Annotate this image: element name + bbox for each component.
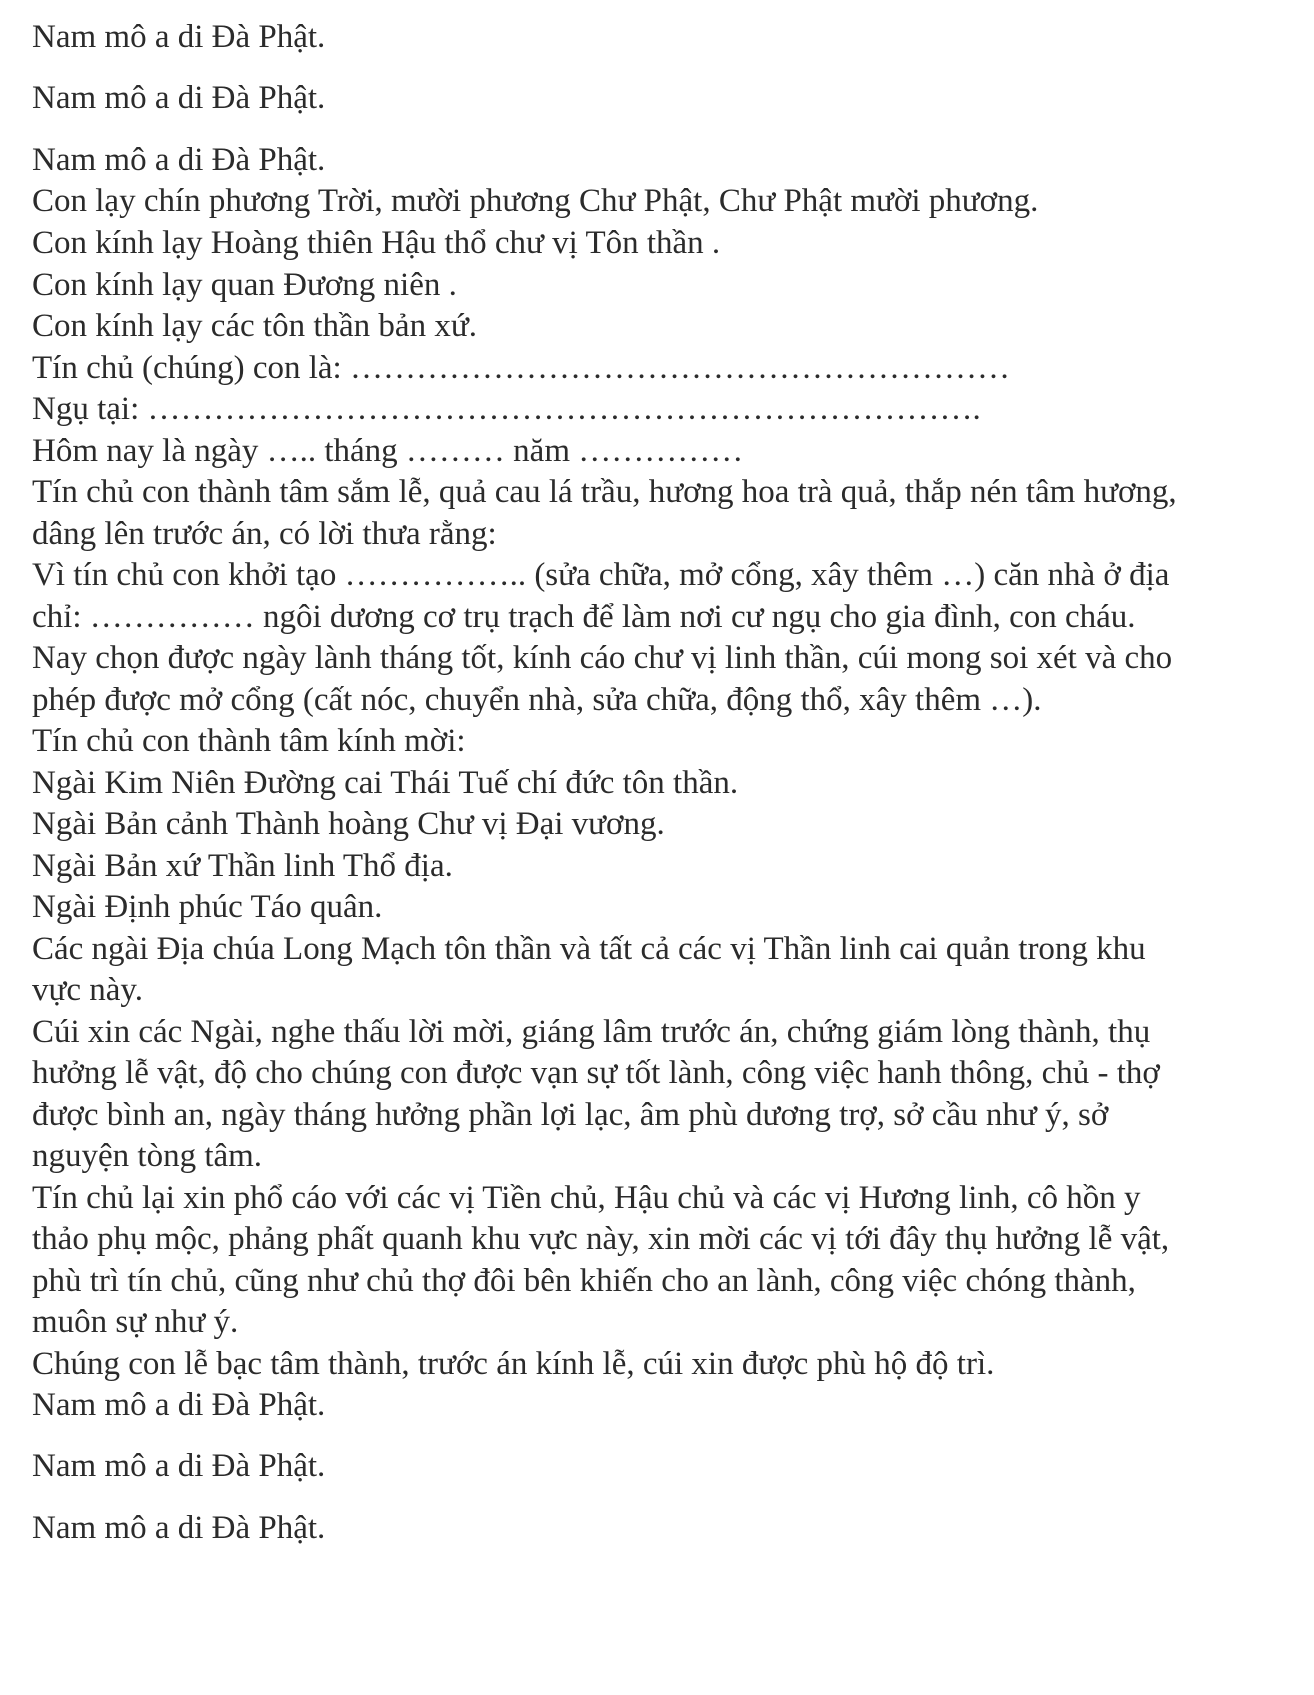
- text-line: Con lạy chín phương Trời, mười phương Chư Phật, Chư Phật mười phương.: [32, 183, 1039, 219]
- text-line: muôn sự như ý.: [32, 1304, 239, 1340]
- text-line: Nam mô a di Đà Phật.: [32, 80, 326, 116]
- text-line: Nam mô a di Đà Phật.: [32, 1448, 326, 1484]
- text-line: nguyện tòng tâm.: [32, 1138, 263, 1174]
- text-line: Nam mô a di Đà Phật.: [32, 1387, 326, 1423]
- text-line: Con kính lạy quan Đương niên .: [32, 267, 457, 303]
- text-line: Con kính lạy Hoàng thiên Hậu thổ chư vị Tôn thần .: [32, 225, 721, 261]
- text-line: dâng lên trước án, có lời thưa rằng:: [32, 516, 497, 552]
- text-line: Chúng con lễ bạc tâm thành, trước án kính lễ, cúi xin được phù hộ độ trì.: [32, 1346, 995, 1382]
- text-line: Hôm nay là ngày ….. tháng ……… năm ……………: [32, 433, 744, 469]
- text-line: vực này.: [32, 972, 144, 1008]
- text-line: Ngài Bản cảnh Thành hoàng Chư vị Đại vương.: [32, 806, 665, 842]
- text-line: được bình an, ngày tháng hưởng phần lợi lạc, âm phù dương trợ, sở cầu như ý, sở: [32, 1097, 1109, 1133]
- text-line: Các ngài Địa chúa Long Mạch tôn thần và tất cả các vị Thần linh cai quản trong khu: [32, 931, 1146, 967]
- text-line: phù trì tín chủ, cũng như chủ thợ đôi bên khiến cho an lành, công việc chóng thành,: [32, 1263, 1136, 1299]
- text-line: Tín chủ lại xin phổ cáo với các vị Tiền chủ, Hậu chủ và các vị Hương linh, cô hồn y: [32, 1180, 1141, 1216]
- text-line: Nam mô a di Đà Phật.: [32, 142, 326, 178]
- text-line: chỉ: …………… ngôi dương cơ trụ trạch để làm nơi cư ngụ cho gia đình, con cháu.: [32, 599, 1136, 635]
- text-line: Vì tín chủ con khởi tạo …………….. (sửa chữa, mở cổng, xây thêm …) căn nhà ở địa: [32, 557, 1170, 593]
- text-line: Cúi xin các Ngài, nghe thấu lời mời, giáng lâm trước án, chứng giám lòng thành, thụ: [32, 1014, 1151, 1050]
- text-line: thảo phụ mộc, phảng phất quanh khu vực này, xin mời các vị tới đây thụ hưởng lễ vật,: [32, 1221, 1170, 1257]
- text-line: Ngài Định phúc Táo quân.: [32, 889, 383, 925]
- text-line: Ngài Bản xứ Thần linh Thổ địa.: [32, 848, 453, 884]
- text-line: phép được mở cổng (cất nóc, chuyển nhà, sửa chữa, động thổ, xây thêm …).: [32, 682, 1042, 718]
- text-line: Ngài Kim Niên Đường cai Thái Tuế chí đức tôn thần.: [32, 765, 739, 801]
- text-line: Tín chủ (chúng) con là: ……………………………………………………: [32, 350, 1010, 386]
- text-line: hưởng lễ vật, độ cho chúng con được vạn sự tốt lành, công việc hanh thông, chủ - thợ: [32, 1055, 1160, 1091]
- text-line: Tín chủ con thành tâm sắm lễ, quả cau lá trầu, hương hoa trà quả, thắp nén tâm hương,: [32, 474, 1177, 510]
- text-line: Nam mô a di Đà Phật.: [32, 1510, 326, 1546]
- text-line: Nam mô a di Đà Phật.: [32, 19, 326, 55]
- text-line: Con kính lạy các tôn thần bản xứ.: [32, 308, 477, 344]
- text-line: Nay chọn được ngày lành tháng tốt, kính cáo chư vị linh thần, cúi mong soi xét và cho: [32, 640, 1173, 676]
- text-line: Ngụ tại: ………………………………………………………………….: [32, 391, 981, 427]
- text-line: Tín chủ con thành tâm kính mời:: [32, 723, 466, 759]
